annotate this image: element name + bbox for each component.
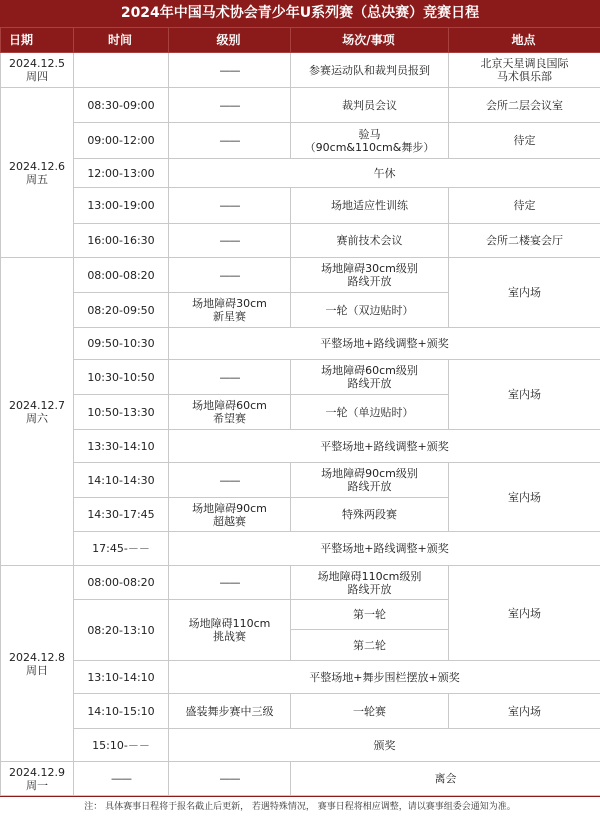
event-cell: 平整场地+路线调整+颁奖 — [169, 430, 600, 463]
time-cell: 08:00-08:20 — [74, 566, 169, 600]
time-cell: 08:20-09:50 — [74, 293, 169, 328]
event-cell: 第二轮 — [291, 630, 449, 661]
event-cell: 一轮赛 — [291, 694, 449, 729]
level-cell: —— — [169, 53, 291, 88]
level-cell: —— — [169, 123, 291, 159]
place-cell: 待定 — [449, 123, 600, 159]
event-cell: 场地障碍60cm级别 路线开放 — [291, 360, 449, 395]
level-cell: —— — [169, 566, 291, 600]
level-cell: —— — [169, 258, 291, 293]
table-row — [1, 463, 600, 498]
level-cell: —— — [169, 224, 291, 258]
table-row — [1, 258, 600, 293]
time-cell: 08:00-08:20 — [74, 258, 169, 293]
level-cell: 场地障碍110cm 挑战赛 — [169, 600, 291, 661]
time-cell: 09:50-10:30 — [74, 328, 169, 360]
event-cell: 离会 — [291, 762, 600, 796]
time-cell — [74, 53, 169, 88]
place-cell: 会所二层会议室 — [449, 88, 600, 123]
date-cell: 2024.12.6 周五 — [1, 88, 74, 258]
time-cell: 13:10-14:10 — [74, 661, 169, 694]
table-row — [1, 729, 600, 762]
event-cell: 第一轮 — [291, 600, 449, 630]
table-row — [1, 123, 600, 159]
event-cell: 特殊两段赛 — [291, 498, 449, 532]
date-cell: 2024.12.5 周四 — [1, 53, 74, 88]
time-cell: 15:10-－－ — [74, 729, 169, 762]
header-time: 时间 — [74, 28, 169, 53]
table-row — [1, 360, 600, 395]
time-cell: 10:50-13:30 — [74, 395, 169, 430]
time-cell: 17:45-－－ — [74, 532, 169, 566]
header-place: 地点 — [449, 28, 600, 53]
time-cell: 09:00-12:00 — [74, 123, 169, 159]
table-row — [1, 224, 600, 258]
header-level: 级别 — [169, 28, 291, 53]
time-cell: 13:30-14:10 — [74, 430, 169, 463]
time-cell: —— — [74, 762, 169, 796]
time-cell: 08:20-13:10 — [74, 600, 169, 661]
time-cell: 08:30-09:00 — [74, 88, 169, 123]
event-cell: 赛前技术会议 — [291, 224, 449, 258]
time-cell: 10:30-10:50 — [74, 360, 169, 395]
event-cell: 平整场地+舞步围栏摆放+颁奖 — [169, 661, 600, 694]
table-row — [1, 53, 600, 88]
event-cell: 平整场地+路线调整+颁奖 — [169, 328, 600, 360]
table-row — [1, 661, 600, 694]
place-cell: 室内场 — [449, 566, 600, 661]
time-cell: 14:30-17:45 — [74, 498, 169, 532]
event-cell: 验马 （90cm&110cm&舞步） — [291, 123, 449, 159]
level-cell: 场地障碍90cm 超越赛 — [169, 498, 291, 532]
date-cell: 2024.12.9 周一 — [1, 762, 74, 796]
table-row — [1, 188, 600, 224]
event-cell: 平整场地+路线调整+颁奖 — [169, 532, 600, 566]
level-cell: —— — [169, 360, 291, 395]
time-cell: 14:10-14:30 — [74, 463, 169, 498]
header-row — [1, 28, 600, 53]
schedule-table — [0, 27, 600, 796]
event-cell: 场地障碍110cm级别 路线开放 — [291, 566, 449, 600]
place-cell: 室内场 — [449, 694, 600, 729]
level-cell: —— — [169, 762, 291, 796]
table-row — [1, 159, 600, 188]
level-cell: —— — [169, 88, 291, 123]
event-cell: 一轮（双边贴时） — [291, 293, 449, 328]
place-cell: 会所二楼宴会厅 — [449, 224, 600, 258]
table-row — [1, 762, 600, 796]
footnote: 注： 具体赛事日程将于报名截止后更新， 若遇特殊情况， 赛事日程将相应调整，请以赛事组委会通知为准。 — [0, 796, 600, 817]
place-cell: 待定 — [449, 188, 600, 224]
table-row — [1, 88, 600, 123]
place-cell: 室内场 — [449, 463, 600, 532]
table-row — [1, 532, 600, 566]
header-event: 场次/事项 — [291, 28, 449, 53]
level-cell: 盛装舞步赛中三级 — [169, 694, 291, 729]
table-row — [1, 430, 600, 463]
time-cell: 16:00-16:30 — [74, 224, 169, 258]
table-row — [1, 566, 600, 600]
level-cell: —— — [169, 188, 291, 224]
event-cell: 裁判员会议 — [291, 88, 449, 123]
level-cell: 场地障碍60cm 希望赛 — [169, 395, 291, 430]
event-cell: 颁奖 — [169, 729, 600, 762]
event-cell: 午休 — [169, 159, 600, 188]
date-cell: 2024.12.7 周六 — [1, 258, 74, 566]
event-cell: 一轮（单边贴时） — [291, 395, 449, 430]
date-cell: 2024.12.8 周日 — [1, 566, 74, 762]
level-cell: —— — [169, 463, 291, 498]
time-cell: 14:10-15:10 — [74, 694, 169, 729]
header-date: 日期 — [1, 28, 74, 53]
level-cell: 场地障碍30cm 新星赛 — [169, 293, 291, 328]
time-cell: 13:00-19:00 — [74, 188, 169, 224]
time-cell: 12:00-13:00 — [74, 159, 169, 188]
table-row — [1, 328, 600, 360]
event-cell: 场地障碍30cm级别 路线开放 — [291, 258, 449, 293]
page-title: 2024年中国马术协会青少年U系列赛（总决赛）竞赛日程 — [0, 0, 600, 27]
place-cell: 室内场 — [449, 360, 600, 430]
event-cell: 场地障碍90cm级别 路线开放 — [291, 463, 449, 498]
table-row — [1, 694, 600, 729]
place-cell: 北京天星调良国际 马术俱乐部 — [449, 53, 600, 88]
event-cell: 场地适应性训练 — [291, 188, 449, 224]
event-cell: 参赛运动队和裁判员报到 — [291, 53, 449, 88]
place-cell: 室内场 — [449, 258, 600, 328]
